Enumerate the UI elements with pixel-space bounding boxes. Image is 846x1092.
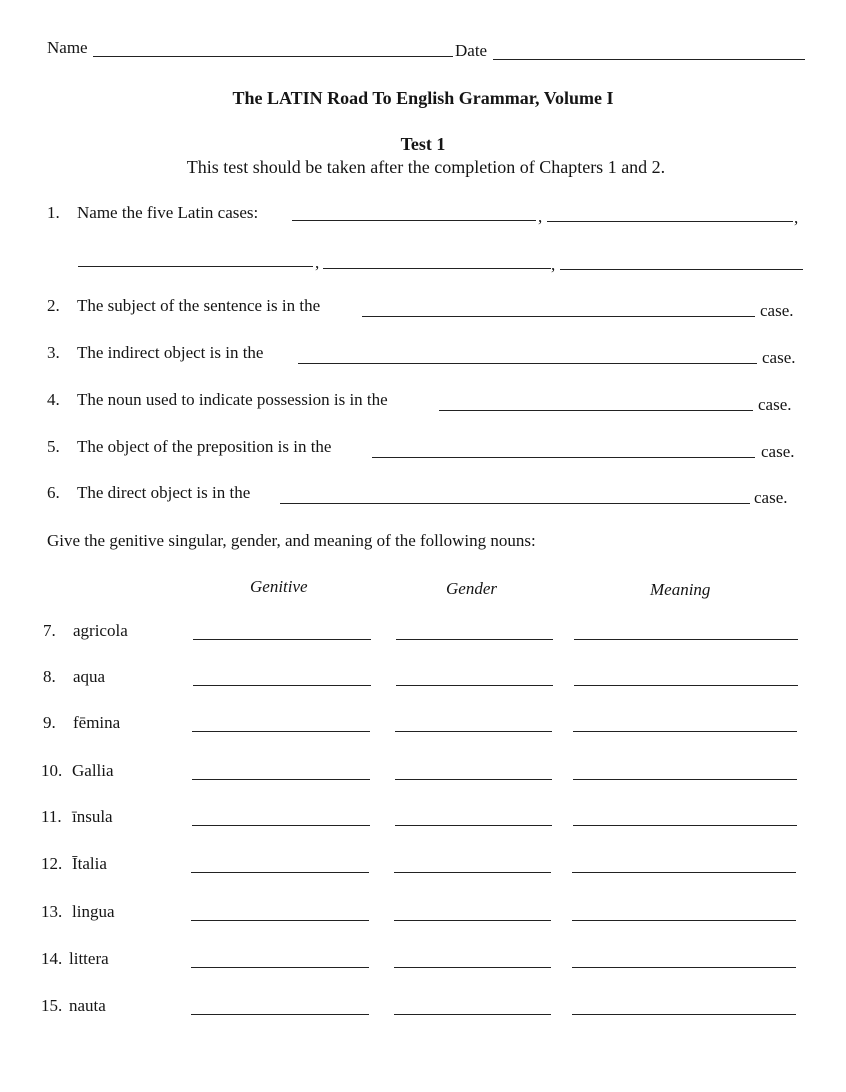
column-header-genitive: Genitive: [250, 577, 308, 596]
case-answer-field[interactable]: [298, 363, 757, 364]
case-answer-field-1[interactable]: [292, 220, 536, 221]
meaning-field[interactable]: [572, 1014, 796, 1015]
noun-word: Ītalia: [72, 854, 107, 873]
question-text: Name the five Latin cases:: [77, 203, 259, 222]
noun-number: 9.: [43, 713, 56, 732]
question-text: The subject of the sentence is in the: [77, 296, 321, 315]
gender-field[interactable]: [394, 967, 551, 968]
noun-number: 7.: [43, 621, 56, 640]
question-number: 6.: [47, 483, 60, 502]
case-answer-field-4[interactable]: [323, 268, 551, 269]
genitive-field[interactable]: [193, 639, 371, 640]
case-suffix: case.: [754, 488, 788, 507]
gender-field[interactable]: [396, 639, 553, 640]
question-text: The indirect object is in the: [77, 343, 264, 362]
genitive-field[interactable]: [192, 779, 370, 780]
noun-word: fēmina: [73, 713, 121, 732]
case-answer-field[interactable]: [372, 457, 755, 458]
noun-word: littera: [69, 949, 109, 968]
question-number: 1.: [47, 203, 60, 222]
meaning-field[interactable]: [572, 920, 796, 921]
meaning-field[interactable]: [573, 731, 797, 732]
noun-word: lingua: [72, 902, 115, 921]
noun-number: 15.: [41, 996, 63, 1015]
genitive-field[interactable]: [191, 1014, 369, 1015]
noun-number: 12.: [41, 854, 63, 873]
gender-field[interactable]: [395, 779, 552, 780]
genitive-field[interactable]: [192, 825, 370, 826]
question-number: 3.: [47, 343, 60, 362]
comma: ,: [538, 207, 543, 226]
case-suffix: case.: [762, 348, 796, 367]
meaning-field[interactable]: [573, 825, 797, 826]
genitive-field[interactable]: [191, 872, 369, 873]
gender-field[interactable]: [394, 920, 551, 921]
test-instruction: This test should be taken after the completion of Chapters 1 and 2.: [186, 157, 666, 177]
noun-number: 14.: [41, 949, 63, 968]
genitive-field[interactable]: [193, 685, 371, 686]
case-answer-field[interactable]: [439, 410, 753, 411]
noun-number: 10.: [41, 761, 63, 780]
question-number: 4.: [47, 390, 60, 409]
gender-field[interactable]: [396, 685, 553, 686]
question-number: 2.: [47, 296, 60, 315]
gender-field[interactable]: [395, 825, 552, 826]
genitive-field[interactable]: [192, 731, 370, 732]
column-header-gender: Gender: [446, 579, 497, 598]
noun-word: agricola: [73, 621, 128, 640]
meaning-field[interactable]: [573, 779, 797, 780]
comma: ,: [315, 253, 320, 272]
name-field[interactable]: [93, 56, 453, 57]
question-number: 5.: [47, 437, 60, 456]
nouns-instruction: Give the genitive singular, gender, and meaning of the following nouns:: [47, 531, 536, 550]
page-title: The LATIN Road To English Grammar, Volume I: [232, 88, 614, 108]
comma: ,: [794, 208, 799, 227]
comma: ,: [551, 255, 556, 274]
meaning-field[interactable]: [572, 872, 796, 873]
case-answer-field-3[interactable]: [78, 266, 313, 267]
column-header-meaning: Meaning: [650, 580, 711, 599]
genitive-field[interactable]: [191, 967, 369, 968]
case-answer-field-2[interactable]: [547, 221, 793, 222]
date-label: Date: [455, 41, 488, 60]
case-suffix: case.: [758, 395, 792, 414]
case-suffix: case.: [760, 301, 794, 320]
meaning-field[interactable]: [572, 967, 796, 968]
gender-field[interactable]: [395, 731, 552, 732]
question-text: The object of the preposition is in the: [77, 437, 332, 456]
gender-field[interactable]: [394, 872, 551, 873]
name-label: Name: [47, 38, 88, 57]
meaning-field[interactable]: [574, 685, 798, 686]
genitive-field[interactable]: [191, 920, 369, 921]
noun-number: 8.: [43, 667, 56, 686]
test-heading: Test 1: [400, 134, 446, 154]
date-field[interactable]: [493, 59, 805, 60]
meaning-field[interactable]: [574, 639, 798, 640]
noun-word: Gallia: [72, 761, 114, 780]
case-suffix: case.: [761, 442, 795, 461]
noun-word: aqua: [73, 667, 106, 686]
noun-number: 11.: [41, 807, 62, 826]
question-text: The noun used to indicate possession is in the: [77, 390, 388, 409]
noun-word: īnsula: [72, 807, 113, 826]
case-answer-field-5[interactable]: [560, 269, 803, 270]
question-text: The direct object is in the: [77, 483, 251, 502]
case-answer-field[interactable]: [280, 503, 750, 504]
case-answer-field[interactable]: [362, 316, 755, 317]
noun-number: 13.: [41, 902, 63, 921]
gender-field[interactable]: [394, 1014, 551, 1015]
noun-word: nauta: [69, 996, 106, 1015]
